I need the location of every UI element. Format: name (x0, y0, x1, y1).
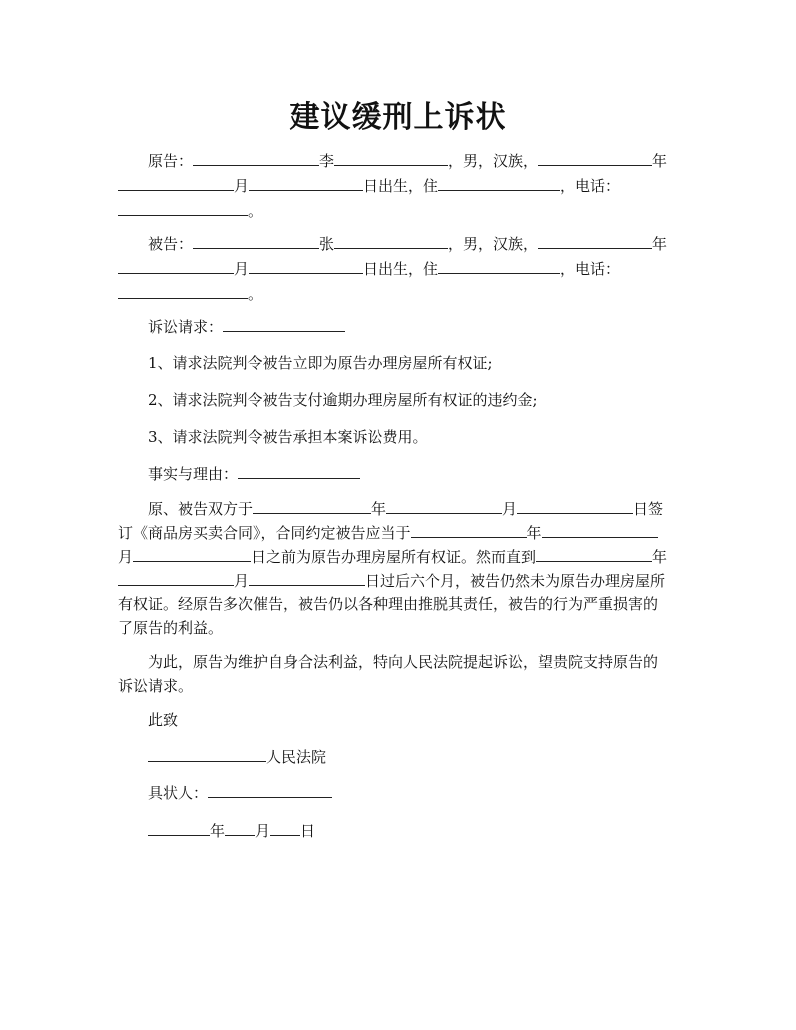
facts-text: 年 (652, 548, 668, 566)
blank[interactable] (208, 782, 332, 798)
defendant-line-1 (148, 233, 667, 254)
facts-line-4 (118, 570, 665, 591)
claim-item-1: 1、请求法院判令被告立即为原告办理房屋所有权证; (148, 354, 493, 372)
facts-line-6: 了原告的利益。 (118, 619, 224, 637)
facts-text: 月 (234, 572, 250, 590)
facts-line-5: 有权证。经原告多次催告，被告仍以各种理由推脱其责任，被告的行为严重损害的 (118, 595, 659, 613)
facts-text: 年 (526, 524, 542, 542)
signer-label: 具状人： (148, 784, 209, 802)
blank[interactable] (118, 175, 234, 191)
defendant-gender: ，男，汉族， (448, 235, 539, 253)
blank[interactable] (249, 570, 365, 586)
blank[interactable] (225, 820, 255, 836)
document-title: 建议缓刑上诉状 (289, 100, 507, 135)
date-day: 日 (300, 822, 316, 840)
facts-text: 年 (371, 500, 387, 518)
blank[interactable] (223, 316, 345, 332)
blank[interactable] (517, 498, 633, 514)
facts-line-1 (148, 498, 663, 519)
blank[interactable] (538, 150, 652, 166)
salutation: 此致 (148, 711, 179, 729)
closing-line-2: 诉讼请求。 (118, 677, 194, 695)
court-label: 人民法院 (266, 748, 327, 766)
facts-text: 月 (502, 500, 518, 518)
facts-heading (148, 463, 360, 484)
blank[interactable] (193, 233, 319, 249)
plaintiff-phone: ，电话： (560, 177, 621, 195)
court-line (148, 746, 326, 767)
facts-text: 日过后六个月，被告仍然未为原告办理房屋所 (365, 572, 666, 590)
facts-text: 日之前为原告办理房屋所有权证。然而直到 (251, 548, 537, 566)
facts-text: 日签 (633, 500, 664, 518)
facts-line-2 (118, 522, 658, 543)
blank[interactable] (118, 570, 234, 586)
plaintiff-month: 月 (234, 177, 250, 195)
defendant-line-2 (118, 258, 620, 279)
facts-text: 原、被告双方于 (148, 500, 254, 518)
blank[interactable] (536, 546, 652, 562)
plaintiff-line-2 (118, 175, 620, 196)
claims-heading (148, 316, 345, 337)
date-month: 月 (255, 822, 271, 840)
date-line (148, 820, 315, 841)
claims-label: 诉讼请求： (148, 318, 224, 336)
blank[interactable] (133, 546, 251, 562)
blank[interactable] (253, 498, 371, 514)
facts-label: 事实与理由： (148, 465, 239, 483)
blank[interactable] (334, 233, 448, 249)
closing-line-1: 为此，原告为维护自身合法利益，特向人民法院提起诉讼，望贵院支持原告的 (148, 653, 659, 671)
defendant-birth: 日出生，住 (363, 260, 439, 278)
facts-text: 订《商品房买卖合同》，合同约定被告应当于 (118, 524, 411, 542)
blank[interactable] (249, 175, 363, 191)
blank[interactable] (238, 463, 360, 479)
plaintiff-end: 。 (248, 202, 264, 220)
blank[interactable] (438, 258, 560, 274)
defendant-year: 年 (652, 235, 668, 253)
blank[interactable] (118, 283, 248, 299)
plaintiff-line-3 (118, 200, 263, 221)
blank[interactable] (148, 820, 210, 836)
facts-line-3 (118, 546, 667, 567)
defendant-name: 张 (319, 235, 335, 253)
defendant-line-3 (118, 283, 263, 304)
blank[interactable] (118, 258, 234, 274)
defendant-label: 被告： (148, 235, 194, 253)
blank[interactable] (270, 820, 300, 836)
blank[interactable] (386, 498, 502, 514)
blank[interactable] (411, 522, 527, 538)
blank[interactable] (148, 746, 266, 762)
blank[interactable] (249, 258, 363, 274)
claim-item-3: 3、请求法院判令被告承担本案诉讼费用。 (148, 428, 428, 446)
defendant-month: 月 (234, 260, 250, 278)
blank[interactable] (193, 150, 319, 166)
facts-text: 月 (118, 548, 134, 566)
plaintiff-line-1 (148, 150, 667, 171)
plaintiff-year: 年 (652, 152, 668, 170)
plaintiff-gender: ，男，汉族， (448, 152, 539, 170)
plaintiff-birth: 日出生，住 (363, 177, 439, 195)
blank[interactable] (538, 233, 652, 249)
claim-item-2: 2、请求法院判令被告支付逾期办理房屋所有权证的违约金; (148, 391, 538, 409)
blank[interactable] (542, 522, 658, 538)
blank[interactable] (438, 175, 560, 191)
blank[interactable] (118, 200, 248, 216)
defendant-phone: ，电话： (560, 260, 621, 278)
signer-line (148, 782, 332, 803)
plaintiff-label: 原告： (148, 152, 194, 170)
plaintiff-name: 李 (319, 152, 335, 170)
date-year: 年 (210, 822, 226, 840)
defendant-end: 。 (248, 285, 264, 303)
blank[interactable] (334, 150, 448, 166)
